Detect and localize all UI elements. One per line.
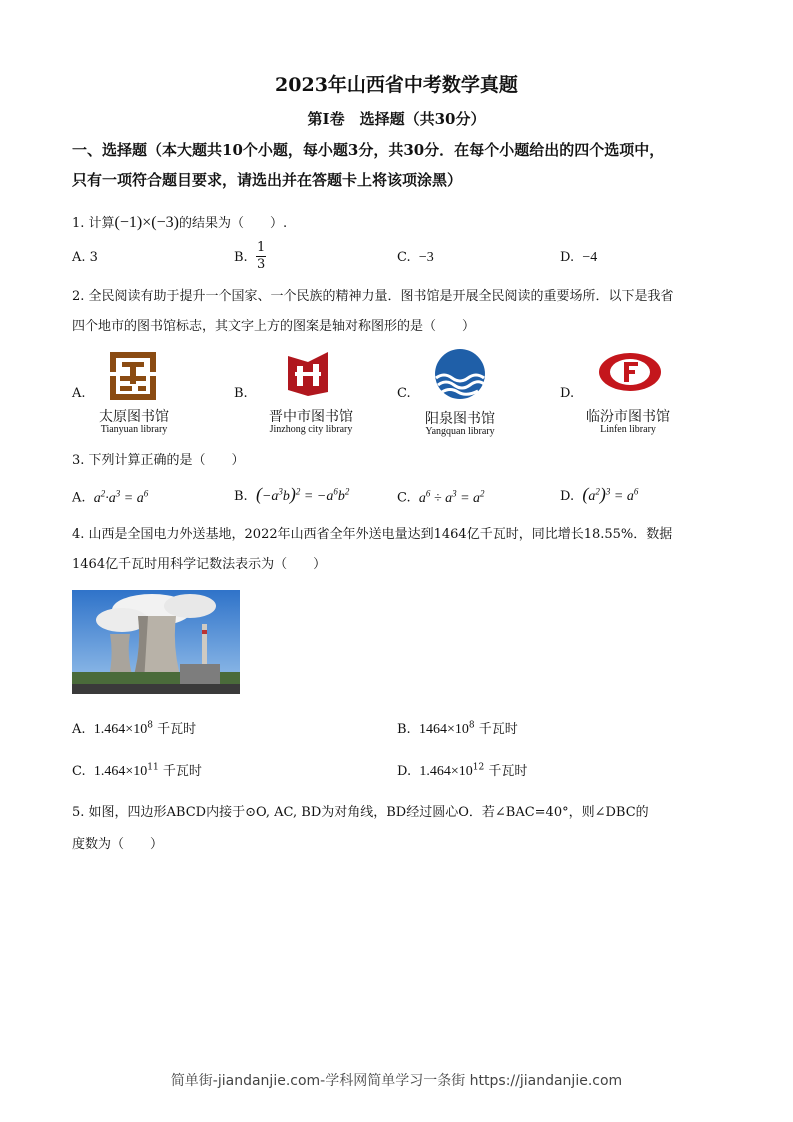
q2-option-b-label: B. (234, 386, 248, 401)
fraction-numerator: 1 (257, 240, 266, 255)
q2-option-d-label: D. (560, 386, 575, 401)
q4-option-b-unit: 千瓦时 (478, 722, 518, 737)
q4-option-b-label: B. (397, 722, 411, 737)
question-5-line2: 度数为（ ） (72, 837, 164, 852)
q3-option-a-label: A. (72, 490, 86, 506)
page-title: 2023年山西省中考数学真题 (275, 74, 518, 96)
fraction-denominator: 3 (257, 257, 266, 272)
q4-option-a-unit: 千瓦时 (157, 722, 197, 737)
question-1 (72, 208, 722, 239)
section-subtitle: 第Ⅰ卷 选择题（共30分） (307, 110, 486, 128)
q4-option-c-unit: 千瓦时 (162, 764, 202, 779)
yangquan-library-logo-icon (434, 348, 486, 400)
question-3: 3. 下列计算正确的是（ ） (72, 453, 245, 468)
q3-option-a: A. $a^2\cdot a^3 = a^6$ (72, 488, 149, 506)
q4-option-a-exponent: 8 (147, 720, 153, 731)
jinzhong-library-logo-icon (284, 350, 332, 398)
question-2-line1: 2. 全民阅读有助于提升一个国家、一个民族的精神力量．图书馆是开展全民阅读的重要场所．以下是我省 (72, 289, 674, 304)
q2-option-a-label: A. (72, 386, 86, 401)
q1-suffix: 的结果为（ ）. (178, 216, 288, 231)
q2-option-a-name: 太原图书馆 (99, 409, 169, 425)
question-5-line1: 5. 如图，四边形ABCD内接于⊙O, AC, BD为对角线，BD经过圆心O．若∠BAC=40°，则∠DBC的 (72, 805, 649, 820)
q1-option-d-value: −4 (582, 250, 598, 265)
q2-option-b-en: Jinzhong city library (269, 424, 353, 435)
q4-option-a (72, 718, 196, 738)
q3-option-b: B. $(-a^3b)^2 = -a^6b^2$ (234, 484, 350, 504)
q1-option-d-label: D. (560, 250, 575, 265)
q1-option-b-fraction (256, 240, 266, 273)
q4-option-d-label: D. (397, 764, 412, 779)
q3-option-c-label: C. (397, 490, 411, 506)
q3-option-c: C. $a^6 \div a^3 = a^2$ (397, 488, 485, 506)
q1-option-b-label: B. (234, 250, 248, 265)
q4-option-d (397, 760, 527, 780)
q4-option-b-mantissa: 1464×10 (418, 722, 469, 737)
section-instructions-line2: 只有一项符合题目要求，请选出并在答题卡上将该项涂黑） (72, 171, 463, 189)
q3-option-d: D. $(a^2)^3 = a^6$ (560, 484, 639, 504)
q3-option-b-label: B. (234, 489, 248, 504)
q1-option-d (560, 250, 597, 266)
q2-option-a-en: Tianyuan library (100, 424, 168, 435)
q1-option-c (397, 250, 434, 266)
taiyuan-library-logo-icon (108, 350, 158, 402)
q4-option-d-mantissa: 1.464×10 (419, 764, 473, 779)
q4-option-d-exponent: 12 (472, 762, 485, 773)
power-plant-photo (72, 590, 240, 694)
question-4-line1: 4. 山西是全国电力外送基地，2022年山西省全年外送电量达到1464亿千瓦时，同比增长18.55%．数据 (72, 527, 673, 542)
q1-option-c-label: C. (397, 250, 411, 265)
q2-option-b-name: 晋中市图书馆 (269, 409, 353, 425)
q2-option-d-en: Linfen library (600, 424, 656, 435)
q4-option-c-mantissa: 1.464×10 (93, 764, 148, 779)
q1-option-c-value: −3 (418, 250, 434, 265)
q1-option-a: A. 3 (72, 250, 98, 265)
q4-option-d-unit: 千瓦时 (488, 764, 528, 779)
q4-option-a-label: A. (72, 722, 86, 737)
q2-option-d-name: 临汾市图书馆 (586, 409, 670, 425)
question-2-line2: 四个地市的图书馆标志，其文字上方的图案是轴对称图形的是（ ） (72, 319, 476, 334)
question-4-line2: 1464亿千瓦时用科学记数法表示为（ ） (72, 557, 327, 572)
page-footer: 简单街-jiandanjie.com-学科网简单学习一条街 https://jiandanjie.com (170, 1073, 623, 1089)
linfen-library-logo-icon (598, 352, 662, 392)
q1-expression: (−1)×(−3) (114, 214, 179, 231)
q4-option-c-label: C. (72, 764, 86, 779)
q3-option-d-label: D. (560, 489, 575, 504)
q1-prefix: 1. 计算 (72, 216, 115, 231)
q4-option-a-mantissa: 1.464×10 (93, 722, 148, 737)
q2-option-c-en: Yangquan library (425, 426, 495, 437)
q4-option-b (397, 718, 518, 738)
q2-option-c-label: C. (397, 386, 411, 401)
q4-option-c (72, 760, 202, 780)
section-instructions-line1: 一、选择题（本大题共10个小题，每小题3分，共30分．在每个小题给出的四个选项中， (72, 141, 665, 159)
q2-option-c-name: 阳泉图书馆 (425, 411, 495, 427)
q4-option-c-exponent: 11 (147, 762, 159, 773)
q4-option-b-exponent: 8 (468, 720, 475, 731)
